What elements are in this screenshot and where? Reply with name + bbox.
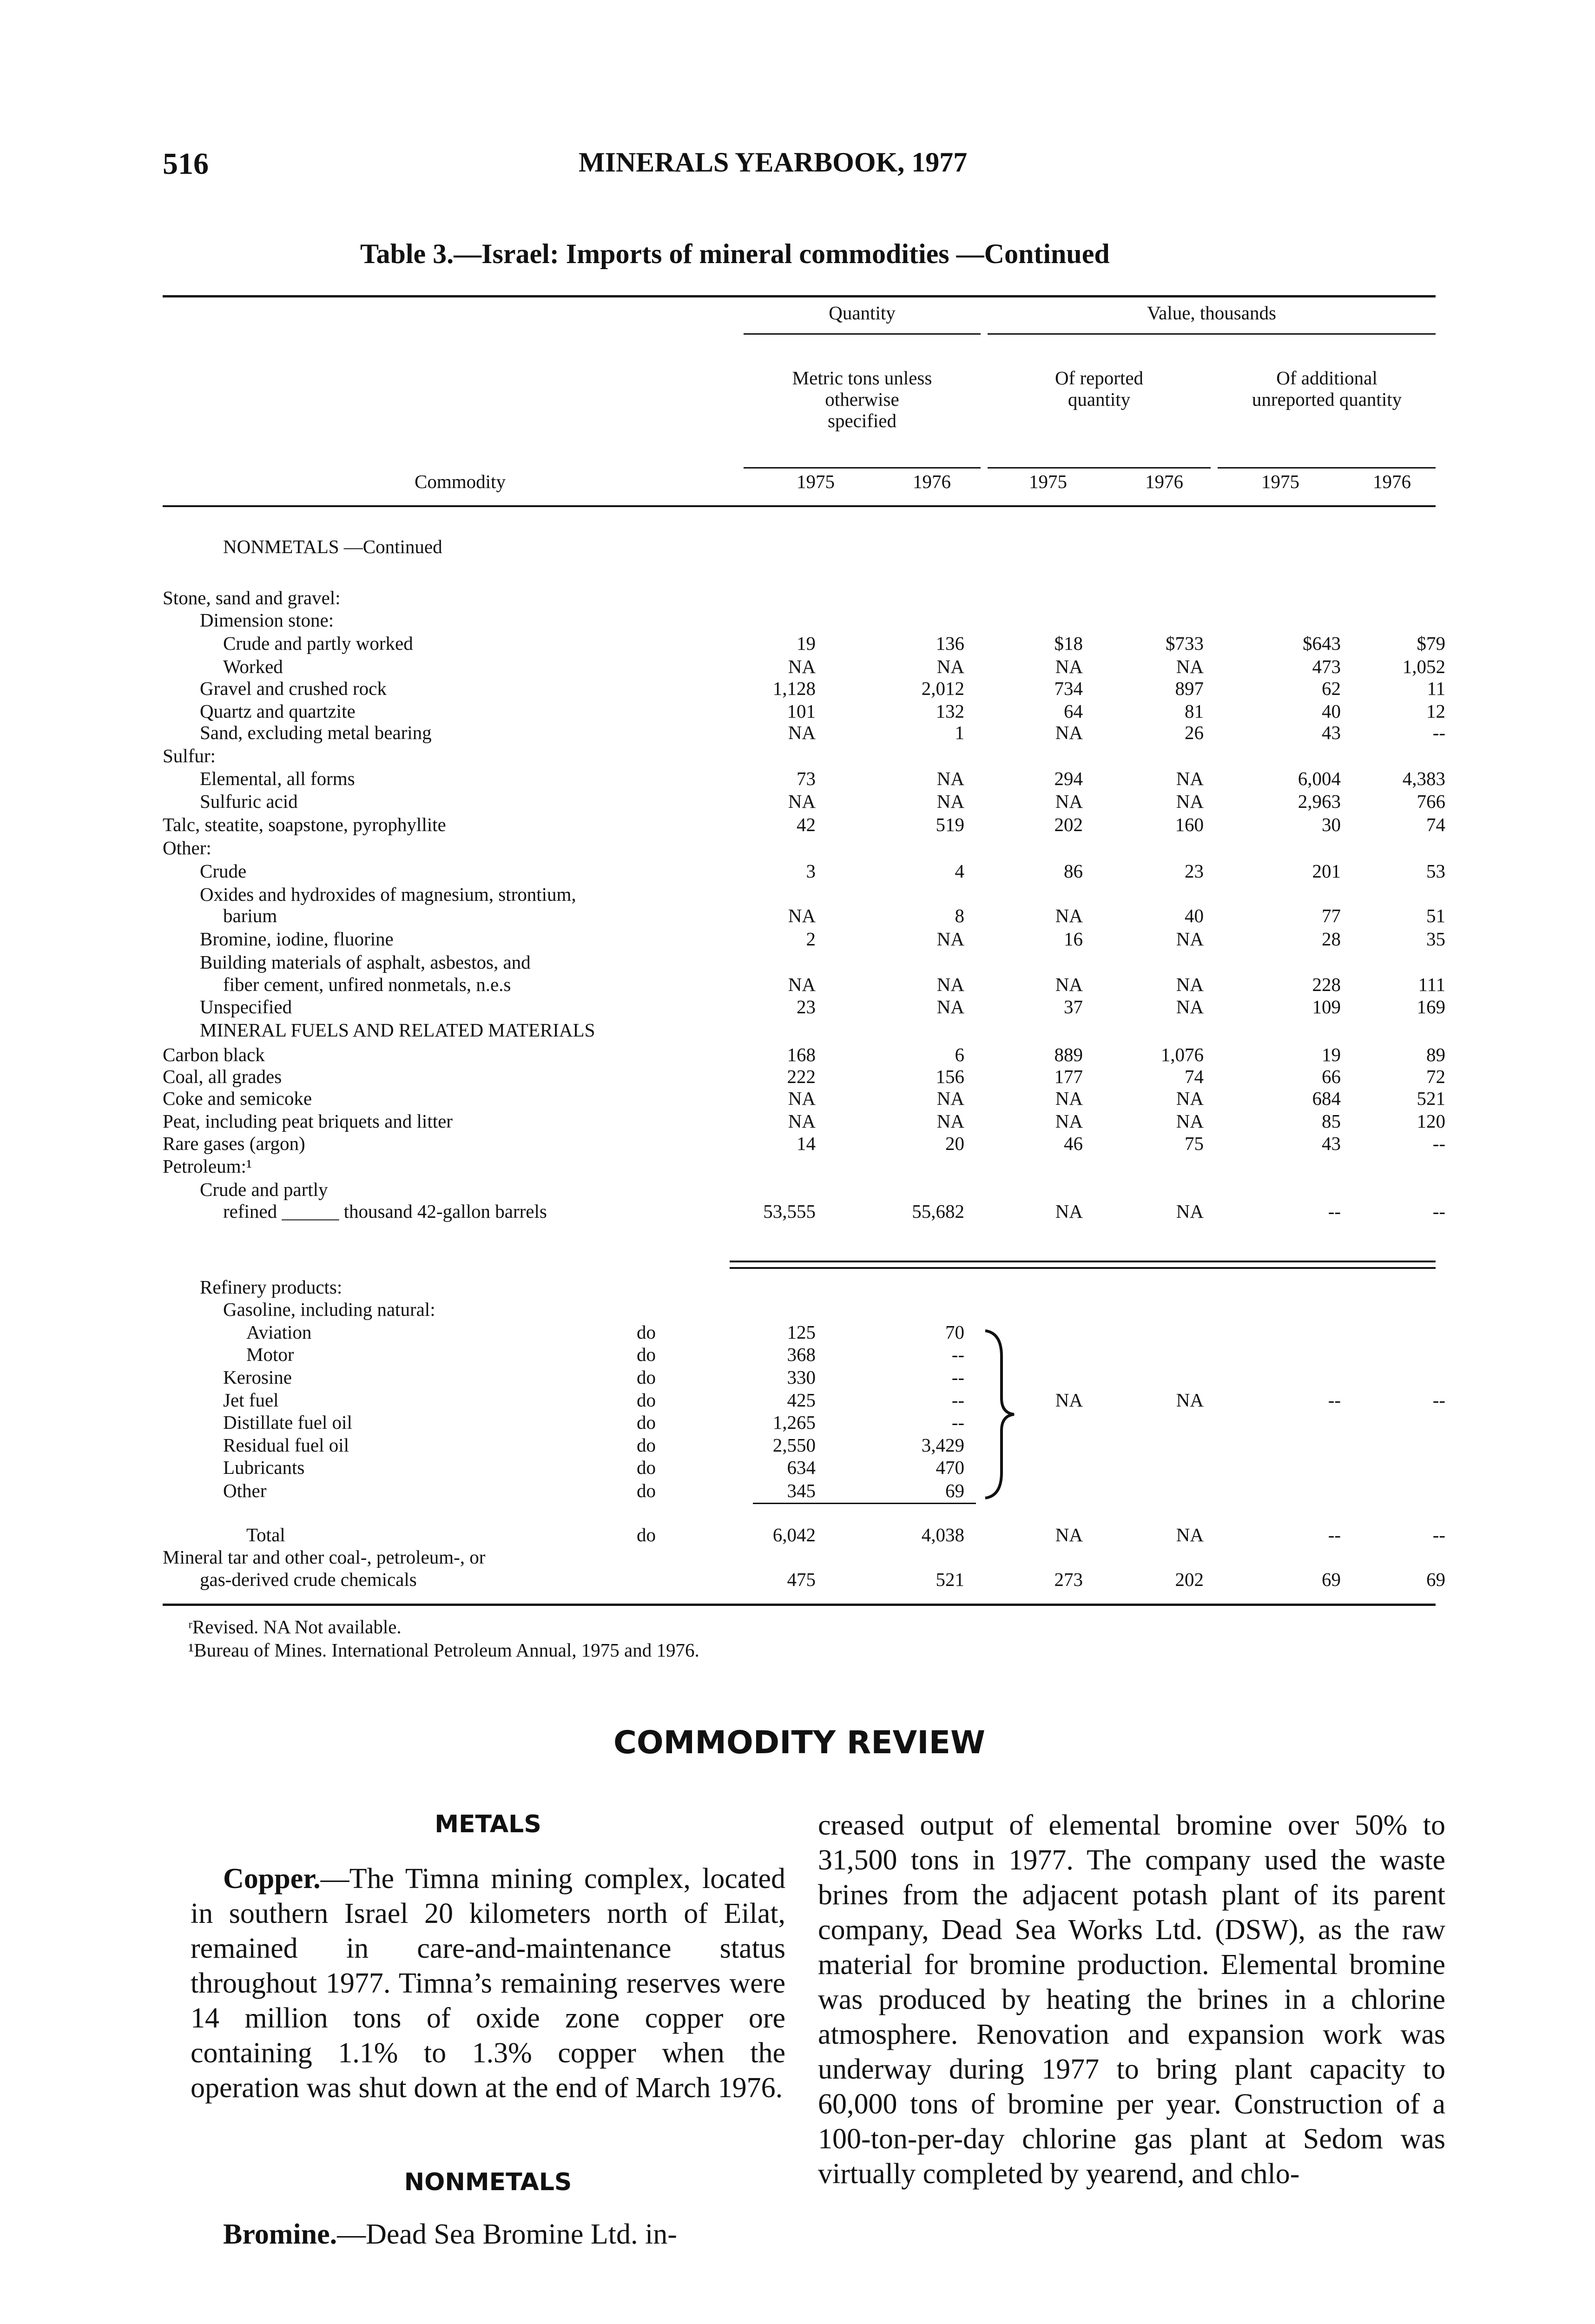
row-label: refined ______ thousand 42-gallon barrels: [223, 1201, 547, 1222]
row-value: 521: [1417, 1088, 1445, 1109]
row-value: 132: [936, 700, 964, 722]
refinery-value-1976: 70: [945, 1321, 964, 1343]
unit-note-header: Metric tons unless otherwise specified: [792, 367, 932, 431]
row-value: 46: [1064, 1133, 1083, 1154]
row-label: Coke and semicoke: [163, 1088, 312, 1109]
copper-title: Copper.: [223, 1863, 321, 1895]
year-rule-left: [744, 467, 981, 469]
total-value: NA: [1176, 1524, 1204, 1545]
table-bottom-rule: [163, 1604, 1436, 1606]
mineral-tar-value: 69: [1426, 1569, 1445, 1590]
quantity-header: Quantity: [829, 302, 896, 324]
refinery-item-label: Kerosine: [223, 1367, 292, 1388]
row-value: 81: [1185, 700, 1204, 722]
row-value: $733: [1166, 633, 1204, 654]
total-label: Total: [246, 1524, 285, 1545]
row-label: MINERAL FUELS AND RELATED MATERIALS: [200, 1019, 595, 1041]
year-header-5: 1975: [1261, 471, 1299, 492]
row-value: 19: [797, 633, 816, 654]
row-value: 228: [1312, 974, 1341, 995]
row-value: --: [1328, 1201, 1341, 1222]
right-column-text: creased output of elemental bromine over 50% to 31,500 tons in 1977. The company used the waste brines from the adjacent potash plant of its parent company, Dead Sea Works Ltd. (DSW), as the raw material for bromine production. Elemental bromine was produced by heating the brines in a chlorine atmosphere. Renovation and expansion work was underway during 1977 to bring plant capacity to 60,000 tons of bromine per year. Construction of a 100-ton-per-day chlorine gas plant at Sedom was virtually completed by yearend, and chlo-: [818, 1809, 1445, 2190]
mineral-tar-value: 273: [1054, 1569, 1083, 1590]
row-value: 201: [1312, 860, 1341, 882]
of-additional-header: Of additional unreported quantity: [1252, 367, 1402, 410]
row-label: Quartz and quartzite: [200, 700, 356, 722]
grouping-brace: [981, 1328, 1018, 1500]
row-value: --: [1432, 1133, 1445, 1154]
row-value: NA: [936, 974, 964, 995]
refinery-value-1976: --: [951, 1344, 964, 1365]
row-value: 6: [955, 1044, 964, 1065]
row-value: 169: [1417, 996, 1445, 1017]
row-label: fiber cement, unfired nonmetals, n.e.s: [223, 974, 511, 995]
row-label: Crude and partly worked: [223, 633, 413, 654]
row-value: 51: [1426, 905, 1445, 926]
row-value: NA: [788, 974, 816, 995]
row-value: 4,383: [1402, 768, 1445, 789]
refinery-item-unit: do: [637, 1412, 656, 1433]
row-value: --: [1432, 722, 1445, 743]
row-value: NA: [788, 722, 816, 743]
row-value: NA: [1055, 974, 1083, 995]
row-value: 43: [1322, 1133, 1341, 1154]
row-label: Rare gases (argon): [163, 1133, 305, 1154]
row-value: NA: [1055, 1110, 1083, 1132]
refinery-value-1976: 69: [945, 1480, 964, 1501]
row-value: NA: [1055, 1088, 1083, 1109]
refinery-value-1975: 345: [787, 1480, 816, 1501]
row-value: NA: [1176, 1201, 1204, 1222]
of-reported-header: Of reported quantity: [1055, 367, 1144, 410]
row-value: 72: [1426, 1066, 1445, 1087]
row-value: $18: [1054, 633, 1083, 654]
year-header-1: 1975: [797, 471, 835, 492]
value-rule: [988, 333, 1436, 335]
row-value: 53,555: [763, 1201, 816, 1222]
row-value: 684: [1312, 1088, 1341, 1109]
total-value: 6,042: [772, 1524, 816, 1545]
refinery-item-unit: do: [637, 1480, 656, 1501]
row-label: Crude: [200, 860, 247, 882]
row-label: Peat, including peat briquets and litter: [163, 1110, 453, 1132]
row-value: 109: [1312, 996, 1341, 1017]
refinery-value-1975: 368: [787, 1344, 816, 1365]
row-value: NA: [788, 1110, 816, 1132]
row-value: 473: [1312, 656, 1341, 677]
row-value: NA: [936, 996, 964, 1017]
row-value: NA: [936, 791, 964, 812]
row-value: 11: [1427, 678, 1445, 699]
refinery-item-label: Other: [223, 1480, 267, 1501]
copper-paragraph: [191, 1862, 785, 2106]
row-value: 897: [1175, 678, 1204, 699]
row-label: Sand, excluding metal bearing: [200, 722, 432, 743]
row-value: 1,052: [1402, 656, 1445, 677]
row-value: $79: [1417, 633, 1445, 654]
row-value: NA: [936, 1110, 964, 1132]
refinery-value-1976: 3,429: [921, 1434, 964, 1456]
row-label: Stone, sand and gravel:: [163, 587, 341, 608]
row-value: 14: [797, 1133, 816, 1154]
refinery-item-label: Motor: [246, 1344, 294, 1365]
refinery-item-unit: do: [637, 1367, 656, 1388]
refinery-item-unit: do: [637, 1321, 656, 1343]
refinery-group-value: NA: [1176, 1389, 1204, 1411]
row-label: Building materials of asphalt, asbestos, and: [200, 951, 531, 973]
row-value: 42: [797, 814, 816, 835]
row-label: Petroleum:¹: [163, 1155, 252, 1177]
row-label: barium: [223, 905, 277, 926]
row-label: Bromine, iodine, fluorine: [200, 928, 394, 950]
row-value: 766: [1417, 791, 1445, 812]
row-value: NA: [1176, 791, 1204, 812]
row-value: 2: [806, 928, 816, 950]
row-value: 111: [1418, 974, 1445, 995]
refinery-item-unit: do: [637, 1344, 656, 1365]
row-value: NA: [1176, 996, 1204, 1017]
row-value: 73: [797, 768, 816, 789]
commodity-header: Commodity: [415, 471, 506, 492]
row-value: 120: [1417, 1110, 1445, 1132]
row-value: NA: [936, 928, 964, 950]
refinery-group-value: --: [1328, 1389, 1341, 1411]
row-value: 23: [797, 996, 816, 1017]
row-value: 55,682: [912, 1201, 964, 1222]
refinery-value-1976: --: [951, 1367, 964, 1388]
row-value: 101: [787, 700, 816, 722]
row-value: 66: [1322, 1066, 1341, 1087]
row-value: NA: [1176, 1110, 1204, 1132]
refinery-item-label: Distillate fuel oil: [223, 1412, 352, 1433]
row-value: 62: [1322, 678, 1341, 699]
row-value: 160: [1175, 814, 1204, 835]
refinery-value-1976: --: [951, 1412, 964, 1433]
refinery-value-1975: 1,265: [772, 1412, 816, 1433]
bromine-title: Bromine.: [223, 2218, 337, 2250]
metals-heading: METALS: [435, 1810, 541, 1838]
mineral-tar-value: 521: [936, 1569, 964, 1590]
year-header-4: 1976: [1145, 471, 1183, 492]
row-value: 23: [1185, 860, 1204, 882]
row-value: 89: [1426, 1044, 1445, 1065]
row-value: 3: [806, 860, 816, 882]
row-value: NA: [1055, 905, 1083, 926]
page-number: 516: [163, 147, 209, 181]
row-value: 40: [1185, 905, 1204, 926]
bromine-continued-paragraph: [818, 1808, 1445, 2192]
row-value: 26: [1185, 722, 1204, 743]
row-label: Gravel and crushed rock: [200, 678, 387, 699]
refinery-value-1975: 2,550: [772, 1434, 816, 1456]
row-label: Other:: [163, 837, 211, 858]
row-value: NA: [1176, 1088, 1204, 1109]
running-head: MINERALS YEARBOOK, 1977: [579, 147, 968, 178]
row-label: Carbon black: [163, 1044, 265, 1065]
row-value: 64: [1064, 700, 1083, 722]
double-rule-top: [730, 1261, 1436, 1262]
year-rule-mid: [988, 467, 1211, 469]
row-value: NA: [1055, 722, 1083, 743]
row-value: 519: [936, 814, 964, 835]
total-value: --: [1328, 1524, 1341, 1545]
table-title: Table 3.—Israel: Imports of mineral commodities —Continued: [360, 238, 1110, 269]
row-value: NA: [788, 905, 816, 926]
header-bottom-rule: [163, 505, 1436, 507]
mineral-tar-value: 475: [787, 1569, 816, 1590]
row-value: $643: [1303, 633, 1341, 654]
row-value: 1: [955, 722, 964, 743]
row-label: Crude and partly: [200, 1179, 328, 1200]
row-value: NA: [788, 791, 816, 812]
row-label: Oxides and hydroxides of magnesium, strontium,: [200, 884, 576, 905]
table-top-rule: [163, 295, 1436, 297]
mineral-tar-value: 202: [1175, 1569, 1204, 1590]
copper-text: —The Timna mining complex, located in southern Israel 20 kilometers north of Eilat, remained in care-and-maintenance status throughout 1977. Timna’s remaining reserves were 14 million tons of oxide zone copper ore containing 1.1% to 1.3% copper when the operation was shut down at the end of March 1976.: [191, 1863, 785, 2104]
row-value: 734: [1054, 678, 1083, 699]
footnote-source: ¹Bureau of Mines. International Petroleum Annual, 1975 and 1976.: [188, 1639, 699, 1661]
row-value: 168: [787, 1044, 816, 1065]
refinery-item-unit: do: [637, 1457, 656, 1478]
row-value: 16: [1064, 928, 1083, 950]
refinery-group-value: NA: [1055, 1389, 1083, 1411]
refinery-item-label: Aviation: [246, 1321, 312, 1343]
double-rule-bottom: [730, 1267, 1436, 1269]
total-value: NA: [1055, 1524, 1083, 1545]
row-value: 1,076: [1160, 1044, 1204, 1065]
year-header-3: 1975: [1029, 471, 1067, 492]
row-value: 202: [1054, 814, 1083, 835]
row-value: NA: [936, 1088, 964, 1109]
footnote-revised: ʳRevised. NA Not available.: [188, 1616, 402, 1637]
row-value: 20: [945, 1133, 964, 1154]
commodity-review-heading: COMMODITY REVIEW: [613, 1724, 986, 1761]
row-value: 77: [1322, 905, 1341, 926]
row-value: 12: [1426, 700, 1445, 722]
nonmetals-heading: NONMETALS: [404, 2168, 572, 2196]
mineral-tar-label-cont: gas-derived crude chemicals: [200, 1569, 417, 1590]
row-label: Unspecified: [200, 996, 292, 1017]
row-value: NA: [1176, 768, 1204, 789]
row-label: NONMETALS —Continued: [223, 536, 442, 557]
row-value: 6,004: [1298, 768, 1341, 789]
row-value: 85: [1322, 1110, 1341, 1132]
row-value: NA: [788, 1088, 816, 1109]
row-value: 74: [1426, 814, 1445, 835]
row-value: 19: [1322, 1044, 1341, 1065]
row-value: 30: [1322, 814, 1341, 835]
row-value: 222: [787, 1066, 816, 1087]
refinery-item-unit: do: [637, 1389, 656, 1411]
row-value: 53: [1426, 860, 1445, 882]
row-value: NA: [936, 768, 964, 789]
quantity-rule: [744, 333, 981, 335]
row-value: 2,963: [1298, 791, 1341, 812]
refinery-value-1976: --: [951, 1389, 964, 1411]
refinery-item-label: Jet fuel: [223, 1389, 279, 1411]
refinery-heading: Refinery products:: [200, 1276, 343, 1298]
refinery-value-1976: 470: [936, 1457, 964, 1478]
total-rule: [753, 1503, 976, 1504]
row-value: 136: [936, 633, 964, 654]
row-value: 2,012: [921, 678, 964, 699]
row-value: 294: [1054, 768, 1083, 789]
refinery-value-1975: 330: [787, 1367, 816, 1388]
total-value: 4,038: [921, 1524, 964, 1545]
row-value: 889: [1054, 1044, 1083, 1065]
row-value: 43: [1322, 722, 1341, 743]
refinery-subheading: Gasoline, including natural:: [223, 1299, 435, 1320]
row-label: Sulfuric acid: [200, 791, 298, 812]
refinery-value-1975: 425: [787, 1389, 816, 1411]
row-value: NA: [1055, 1201, 1083, 1222]
row-value: 177: [1054, 1066, 1083, 1087]
row-value: 40: [1322, 700, 1341, 722]
value-header: Value, thousands: [1147, 302, 1276, 324]
row-value: 1,128: [772, 678, 816, 699]
row-label: Coal, all grades: [163, 1066, 282, 1087]
refinery-value-1975: 634: [787, 1457, 816, 1478]
row-value: NA: [1176, 974, 1204, 995]
row-label: Talc, steatite, soapstone, pyrophyllite: [163, 814, 446, 835]
row-value: 35: [1426, 928, 1445, 950]
refinery-value-1975: 125: [787, 1321, 816, 1343]
mineral-tar-label: Mineral tar and other coal-, petroleum-, or: [163, 1546, 486, 1568]
refinery-item-label: Lubricants: [223, 1457, 305, 1478]
row-value: 4: [955, 860, 964, 882]
refinery-group-value: --: [1432, 1389, 1445, 1411]
row-value: NA: [1055, 791, 1083, 812]
row-value: 75: [1185, 1133, 1204, 1154]
row-value: 74: [1185, 1066, 1204, 1087]
row-value: 37: [1064, 996, 1083, 1017]
row-value: NA: [936, 656, 964, 677]
row-value: NA: [1055, 656, 1083, 677]
row-value: --: [1432, 1201, 1445, 1222]
row-value: 28: [1322, 928, 1341, 950]
row-value: NA: [1176, 928, 1204, 950]
row-value: 86: [1064, 860, 1083, 882]
row-label: Elemental, all forms: [200, 768, 355, 789]
year-header-6: 1976: [1373, 471, 1411, 492]
row-value: 156: [936, 1066, 964, 1087]
total-unit: do: [637, 1524, 656, 1545]
bromine-paragraph: [191, 2217, 785, 2252]
bromine-text: —Dead Sea Bromine Ltd. in-: [337, 2218, 677, 2250]
mineral-tar-value: 69: [1322, 1569, 1341, 1590]
row-label: Dimension stone:: [200, 609, 334, 631]
total-value: --: [1432, 1524, 1445, 1545]
row-value: NA: [1176, 656, 1204, 677]
row-value: 8: [955, 905, 964, 926]
year-header-2: 1976: [913, 471, 951, 492]
row-value: NA: [788, 656, 816, 677]
row-label: Sulfur:: [163, 745, 216, 766]
refinery-item-unit: do: [637, 1434, 656, 1456]
refinery-item-label: Residual fuel oil: [223, 1434, 349, 1456]
row-label: Worked: [223, 656, 283, 677]
year-rule-right: [1218, 467, 1436, 469]
